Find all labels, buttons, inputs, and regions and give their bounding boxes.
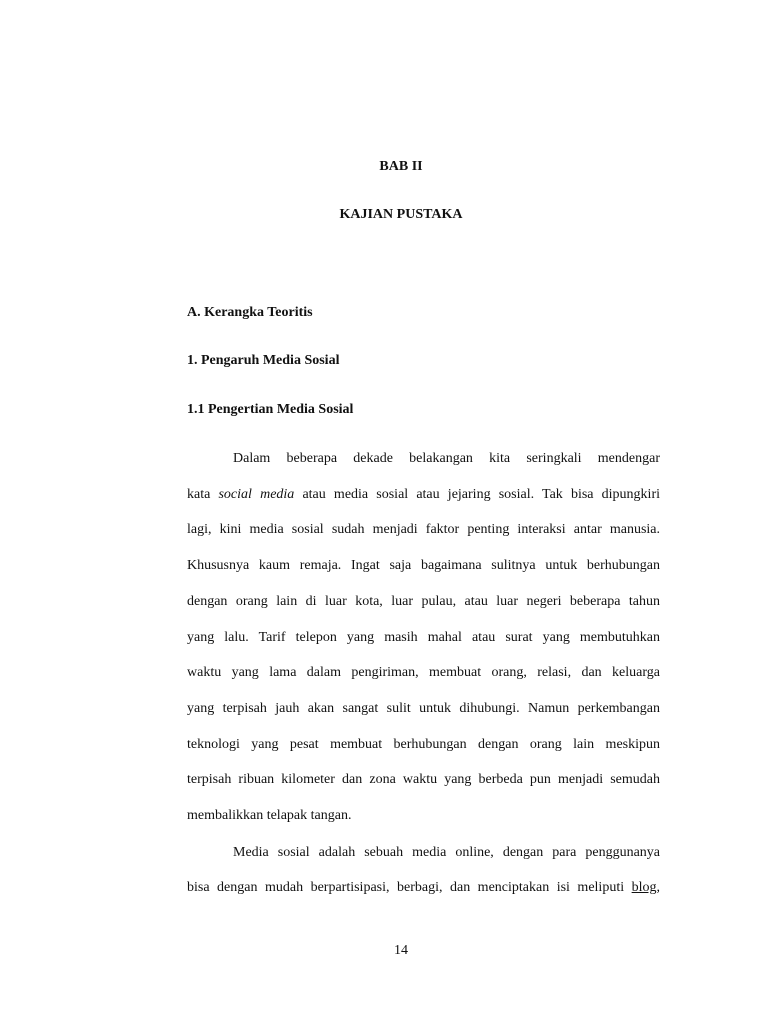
- paragraph-line: teknologi yang pesat membuat berhubungan dengan orang lain meskipun: [187, 737, 660, 752]
- paragraph-line: [187, 486, 660, 504]
- text-span: kata: [187, 487, 211, 502]
- paragraph-line: Media sosial adalah sebuah media online, dengan para penggunanya: [233, 845, 660, 860]
- paragraph-line: waktu yang lama dalam pengiriman, membuat orang, relasi, dan keluarga: [187, 665, 660, 680]
- chapter-title: KAJIAN PUSTAKA: [339, 207, 463, 222]
- paragraph-line: [187, 879, 660, 897]
- text-span: atau media sosial atau jejaring sosial. Tak bisa dipungkiri: [302, 487, 660, 502]
- paragraph-line: yang lalu. Tarif telepon yang masih mahal atau surat yang membutuhkan: [187, 630, 660, 645]
- chapter-number: BAB II: [379, 159, 423, 174]
- section-heading-a: A. Kerangka Teoritis: [187, 305, 313, 320]
- paragraph-line: terpisah ribuan kilometer dan zona waktu yang berbeda pun menjadi semudah: [187, 772, 660, 787]
- text-span: ,: [656, 880, 660, 895]
- paragraph-line: membalikkan telapak tangan.: [187, 808, 352, 823]
- text-span: bisa dengan mudah berpartisipasi, berbagi, dan menciptakan isi meliputi: [187, 880, 625, 895]
- blog-link[interactable]: blog: [631, 880, 657, 895]
- section-heading-1-1: 1.1 Pengertian Media Sosial: [187, 402, 354, 417]
- paragraph-line: yang terpisah jauh akan sangat sulit untuk dihubungi. Namun perkembangan: [187, 701, 660, 716]
- paragraph-line: dengan orang lain di luar kota, luar pulau, atau luar negeri beberapa tahun: [187, 594, 660, 609]
- paragraph-line: lagi, kini media sosial sudah menjadi faktor penting interaksi antar manusia.: [187, 522, 660, 537]
- page-number: 14: [394, 943, 408, 958]
- italic-term: social media: [218, 487, 295, 502]
- section-heading-1: 1. Pengaruh Media Sosial: [187, 353, 340, 368]
- paragraph-line: Khususnya kaum remaja. Ingat saja bagaimana sulitnya untuk berhubungan: [187, 558, 660, 573]
- paragraph-line: Dalam beberapa dekade belakangan kita seringkali mendengar: [233, 451, 660, 466]
